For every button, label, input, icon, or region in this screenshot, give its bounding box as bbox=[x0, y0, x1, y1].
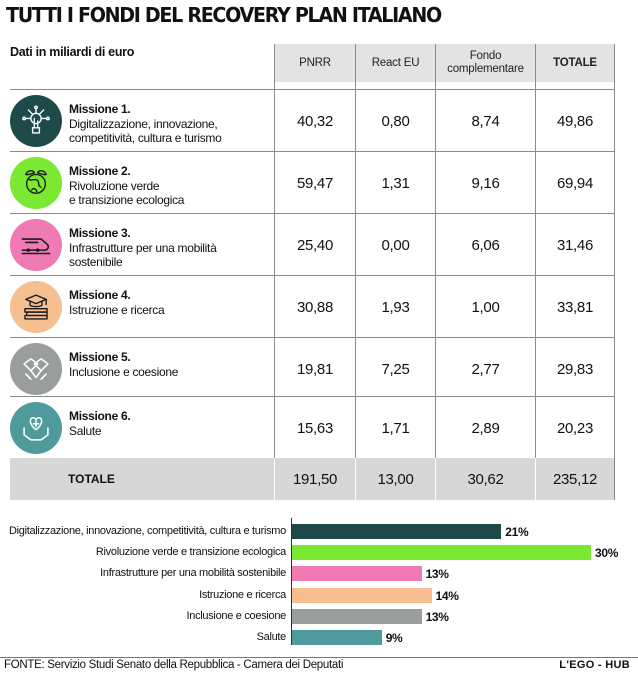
footer-divider bbox=[0, 657, 638, 658]
bar-value-label: 13% bbox=[425, 609, 449, 624]
col-divider bbox=[274, 458, 275, 500]
green-earth-icon bbox=[10, 157, 62, 209]
bar-value-label: 13% bbox=[425, 567, 449, 582]
page-title: TUTTI I FONDI DEL RECOVERY PLAN ITALIANO bbox=[6, 3, 441, 27]
mission-description: Infrastrutture per una mobilità sostenibile bbox=[69, 240, 217, 269]
col-header-pnrr: PNRR bbox=[275, 44, 355, 82]
mission-title: Missione 1. bbox=[69, 102, 131, 116]
col-divider bbox=[355, 458, 356, 500]
mission-label bbox=[69, 102, 274, 146]
cell-react-eu: 0,00 bbox=[381, 236, 410, 254]
mission-title: Missione 5. bbox=[69, 350, 131, 364]
bar-value-label: 21% bbox=[505, 525, 529, 539]
cell-fondo-complementare: 8,74 bbox=[471, 112, 500, 130]
bar-category-label: Salute bbox=[256, 631, 286, 643]
train-icon bbox=[10, 219, 62, 271]
mission-label bbox=[69, 226, 274, 270]
brand-logo: L'EGO - HUB bbox=[559, 659, 630, 671]
total-pnrr: 191,50 bbox=[292, 470, 338, 488]
mission-description: Inclusione e coesione bbox=[69, 364, 179, 379]
cell-pnrr: 59,47 bbox=[296, 174, 334, 192]
cell-totale: 49,86 bbox=[556, 112, 594, 130]
mission-label bbox=[69, 350, 274, 379]
total-react-eu: 13,00 bbox=[377, 470, 414, 488]
graduation-books-icon bbox=[10, 281, 62, 333]
bar-value-label: 30% bbox=[595, 546, 619, 561]
cell-totale: 20,23 bbox=[556, 419, 594, 437]
bar-value-label: 14% bbox=[435, 588, 459, 603]
bar bbox=[292, 588, 432, 603]
mission-label bbox=[69, 164, 274, 208]
bar bbox=[292, 630, 382, 645]
cell-react-eu: 1,31 bbox=[381, 174, 410, 192]
cell-pnrr: 15,63 bbox=[296, 419, 334, 437]
bar bbox=[292, 524, 501, 539]
table-row-mission-5 bbox=[0, 338, 638, 400]
mission-title: Missione 4. bbox=[69, 288, 131, 302]
cell-react-eu: 7,25 bbox=[381, 360, 410, 378]
digital-hand-icon bbox=[10, 95, 62, 147]
cell-totale: 29,83 bbox=[556, 360, 594, 378]
mission-description: Rivoluzione verde e transizione ecologica bbox=[69, 178, 185, 207]
bar bbox=[292, 566, 422, 581]
bar-category-label: Inclusione e coesione bbox=[186, 609, 286, 622]
bar-category-label: Rivoluzione verde e transizione ecologica bbox=[95, 546, 286, 559]
col-header-fondo-complementare: Fondo complementare bbox=[436, 44, 535, 82]
table-row-mission-1 bbox=[0, 90, 638, 152]
mission-title: Missione 3. bbox=[69, 226, 131, 240]
table-total-row bbox=[10, 458, 614, 500]
cell-pnrr: 40,32 bbox=[296, 112, 334, 130]
mission-label bbox=[69, 409, 274, 438]
cell-react-eu: 1,71 bbox=[381, 419, 410, 437]
bar-category-label: Infrastrutture per una mobilità sostenibile bbox=[100, 567, 286, 580]
mission-title: Missione 6. bbox=[69, 409, 131, 423]
subtitle: Dati in miliardi di euro bbox=[10, 45, 135, 59]
bar bbox=[292, 609, 422, 624]
cell-pnrr: 30,88 bbox=[296, 298, 334, 316]
total-totale: 235,12 bbox=[552, 470, 598, 488]
cell-fondo-complementare: 2,89 bbox=[471, 419, 500, 437]
cell-react-eu: 0,80 bbox=[381, 112, 410, 130]
mission-description: Salute bbox=[69, 423, 102, 438]
cell-totale: 33,81 bbox=[556, 298, 594, 316]
mission-description: Istruzione e ricerca bbox=[69, 302, 165, 317]
col-divider bbox=[435, 458, 436, 500]
joined-hands-icon bbox=[10, 343, 62, 395]
cell-fondo-complementare: 9,16 bbox=[471, 174, 500, 192]
cell-totale: 69,94 bbox=[556, 174, 594, 192]
total-label: TOTALE bbox=[68, 472, 115, 486]
table-row-mission-6 bbox=[0, 397, 638, 459]
cell-totale: 31,46 bbox=[556, 236, 594, 254]
cell-pnrr: 19,81 bbox=[296, 360, 334, 378]
health-hands-icon bbox=[10, 402, 62, 454]
source-note: FONTE: Servizio Studi Senato della Repubblica - Camera dei Deputati bbox=[4, 659, 344, 671]
mission-title: Missione 2. bbox=[69, 164, 131, 178]
bar bbox=[292, 545, 591, 560]
col-header-react-eu: React EU bbox=[356, 44, 435, 82]
table-row-mission-4 bbox=[0, 276, 638, 338]
table-row-mission-3 bbox=[0, 214, 638, 276]
cell-fondo-complementare: 6,06 bbox=[471, 236, 500, 254]
table-row-mission-2 bbox=[0, 152, 638, 214]
bar-value-label: 9% bbox=[385, 631, 403, 645]
cell-pnrr: 25,40 bbox=[296, 236, 334, 254]
mission-label bbox=[69, 288, 274, 317]
cell-fondo-complementare: 1,00 bbox=[471, 298, 500, 316]
col-divider bbox=[535, 458, 536, 500]
col-header-totale: TOTALE bbox=[536, 44, 614, 82]
cell-fondo-complementare: 2,77 bbox=[471, 360, 500, 378]
cell-react-eu: 1,93 bbox=[381, 298, 410, 316]
bar-category-label: Istruzione e ricerca bbox=[199, 588, 286, 601]
chart-axis bbox=[291, 518, 292, 645]
bar-category-label: Digitalizzazione, innovazione, competitività, cultura e turismo bbox=[8, 525, 286, 537]
total-fondo-complementare: 30,62 bbox=[467, 470, 504, 488]
mission-description: Digitalizzazione, innovazione, competitività, cultura e turismo bbox=[69, 116, 222, 145]
